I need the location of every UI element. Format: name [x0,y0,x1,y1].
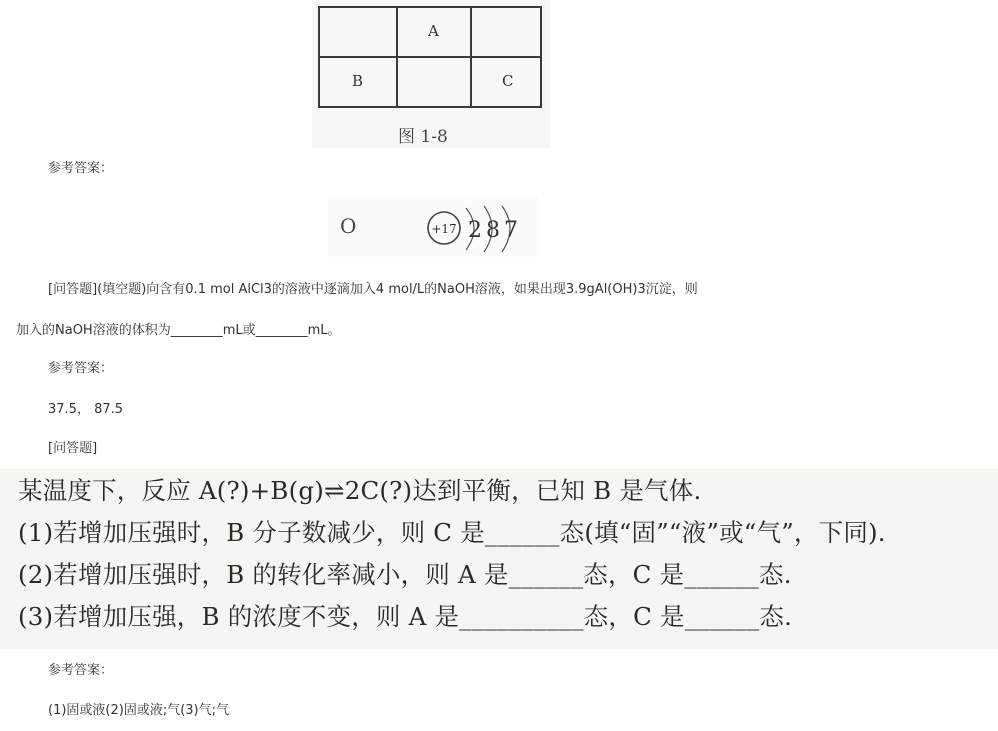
answer-2: 37.5， 87.5 [48,402,124,417]
answer-3: (1)固或液(2)固或液;气(3)气;气 [48,703,230,718]
grid-vertical-line-1 [396,8,398,106]
grid-horizontal-line [320,56,540,58]
question-3-line-0: 某温度下，反应 A(?)+B(g)⇌2C(?)达到平衡，已知 B 是气体. [18,476,702,505]
answer-label-2: 参考答案： [48,361,114,376]
atom-diagram [422,196,532,258]
cell-a: A [428,22,439,40]
question-3-line-2: (2)若增加压强时，B 的转化率减小，则 A 是______态，C 是______态. [18,560,792,589]
question-3-line-3: (3)若增加压强，B 的浓度不变，则 A 是__________态，C 是______态. [18,602,793,631]
shell-count-3: 7 [504,218,518,243]
atom-structure-image [328,196,538,258]
nucleus-charge: +17 [431,222,457,236]
figure-caption: 图 1-8 [398,127,448,147]
figure-1-8-image [312,0,550,148]
cell-c: C [502,72,514,90]
question-3-image [0,469,998,649]
grid-table [318,6,542,108]
question-3-line-1: (1)若增加压强时，B 分子数减少，则 C 是______态(填“固”“液”或“气”，下同). [18,518,886,547]
answer-label-1: 参考答案： [48,161,114,176]
question-2-line-1: [问答题](填空题)向含有0.1 mol AlCl3的溶液中逐滴加入4 mol/L的NaOH溶液，如果出现3.9gAl(OH)3沉淀，则 [48,282,698,297]
question-3-label: [问答题] [48,441,98,456]
atom-letter: O [340,214,357,238]
shell-count-1: 2 [468,218,482,243]
answer-label-3: 参考答案： [48,663,114,678]
grid-vertical-line-2 [470,8,472,106]
shell-count-2: 8 [486,218,500,243]
cell-b: B [352,72,364,90]
question-2-line-2: 加入的NaOH溶液的体积为________mL或________mL。 [16,323,341,338]
